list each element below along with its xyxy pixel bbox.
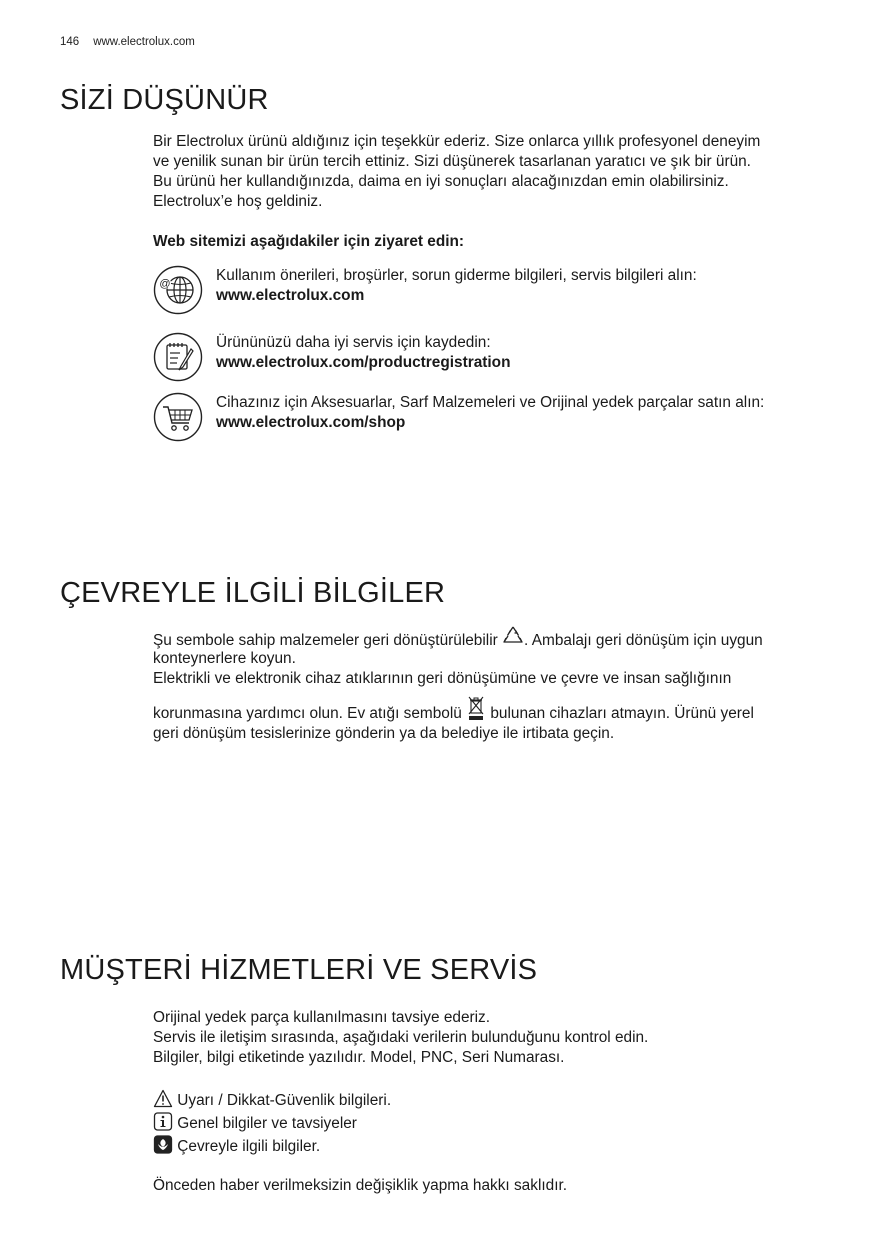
service-line: Servis ile iletişim sırasında, aşağıdaki verilerin bulunduğunu kontrol edin. bbox=[153, 1029, 649, 1046]
legend-text: Çevreyle ilgili bilgiler. bbox=[177, 1138, 321, 1155]
service-paragraph bbox=[153, 1008, 833, 1068]
env-line: konteynerlere koyun. bbox=[153, 650, 296, 667]
legend-item-warning bbox=[153, 1089, 833, 1112]
symbol-legend bbox=[153, 1089, 833, 1158]
env-line: bulunan cihazları atmayın. Ürünü yerel bbox=[490, 705, 754, 722]
env-line: Elektrikli ve elektronik cihaz atıklarının geri dönüşümüne ve çevre ve insan sağlığının bbox=[153, 670, 732, 687]
link-description: Cihazınız için Aksesuarlar, Sarf Malzemeleri ve Orijinal yedek parçalar satın alın: bbox=[216, 394, 765, 411]
link-row-website bbox=[153, 265, 833, 317]
section-title-musteri-hizmetleri: MÜŞTERİ HİZMETLERİ VE SERVİS bbox=[60, 954, 538, 986]
env-line: korunmasına yardımcı olun. Ev atığı sembolü bbox=[153, 705, 462, 722]
info-icon bbox=[153, 1112, 173, 1131]
weee-bin-icon bbox=[466, 695, 486, 721]
legend-item-info bbox=[153, 1112, 833, 1135]
intro-line: Bir Electrolux ürünü aldığınız için teşekkür ederiz. Size onlarca yıllık profesyonel deneyim bbox=[153, 133, 761, 150]
footer-note: Önceden haber verilmeksizin değişiklik yapma hakkı saklıdır. bbox=[153, 1177, 568, 1194]
page-header bbox=[60, 36, 195, 48]
svg-text:@: @ bbox=[159, 278, 171, 290]
recycle-icon bbox=[502, 625, 524, 647]
legend-text: Genel bilgiler ve tavsiyeler bbox=[177, 1115, 357, 1132]
link-url-shop[interactable]: www.electrolux.com/shop bbox=[216, 414, 406, 431]
link-description: Kullanım önerileri, broşürler, sorun giderme bilgileri, servis bilgileri alın: bbox=[216, 267, 697, 284]
env-line: . Ambalajı geri dönüşüm için uygun bbox=[524, 632, 763, 649]
globe-icon bbox=[153, 265, 203, 315]
header-site: www.electrolux.com bbox=[93, 36, 195, 48]
environment-icon bbox=[153, 1135, 173, 1154]
intro-line: Bu ürünü her kullandığınızda, daima en iyi sonuçları alacağınızdan emin olabilirsiniz. bbox=[153, 173, 729, 190]
env-line: Şu sembole sahip malzemeler geri dönüştürülebilir bbox=[153, 632, 498, 649]
link-row-registration bbox=[153, 332, 833, 384]
link-description: Ürününüzü daha iyi servis için kaydedin: bbox=[216, 334, 491, 351]
service-line: Bilgiler, bilgi etiketinde yazılıdır. Model, PNC, Seri Numarası. bbox=[153, 1049, 565, 1066]
link-row-shop bbox=[153, 392, 833, 444]
link-url-registration[interactable]: www.electrolux.com/productregistration bbox=[216, 354, 511, 371]
env-line: geri dönüşüm tesislerinize gönderin ya da belediye ile irtibata geçin. bbox=[153, 725, 615, 742]
intro-line: Electrolux’e hoş geldiniz. bbox=[153, 193, 323, 210]
section-title-cevre: ÇEVREYLE İLGİLİ BİLGİLER bbox=[60, 577, 446, 609]
legend-text: Uyarı / Dikkat-Güvenlik bilgileri. bbox=[177, 1092, 392, 1109]
visit-heading: Web sitemizi aşağıdakiler için ziyaret edin: bbox=[153, 233, 465, 250]
section-title-sizi-dusunur: SİZİ DÜŞÜNÜR bbox=[60, 84, 269, 116]
environment-paragraph bbox=[153, 625, 833, 744]
intro-paragraph bbox=[153, 132, 833, 212]
legend-item-environment bbox=[153, 1135, 833, 1158]
registration-icon bbox=[153, 332, 203, 382]
page-number: 146 bbox=[60, 36, 80, 48]
shopping-cart-icon bbox=[153, 392, 203, 442]
link-url-website[interactable]: www.electrolux.com bbox=[216, 287, 365, 304]
service-line: Orijinal yedek parça kullanılmasını tavsiye ederiz. bbox=[153, 1009, 491, 1026]
intro-line: ve yenilik sunan bir ürün tercih ettiniz. Sizi düşünerek tasarlanan yaratıcı ve şık bir ürün. bbox=[153, 153, 751, 170]
warning-icon bbox=[153, 1089, 173, 1108]
